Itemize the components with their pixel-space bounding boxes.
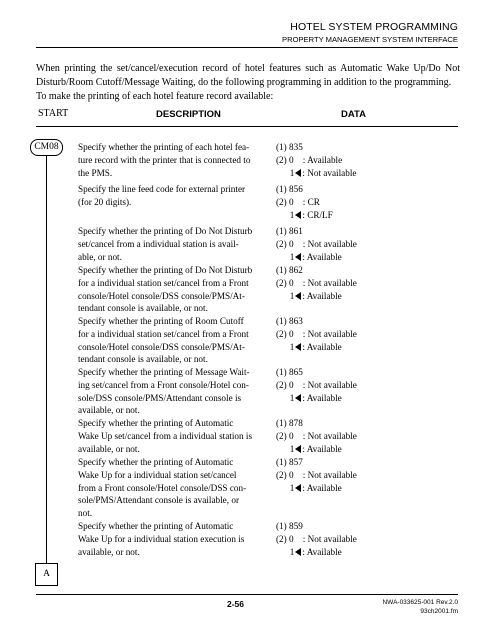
data-value: 1	[276, 392, 295, 403]
step-description	[78, 225, 268, 263]
data-value: (2) 0 : Not available	[276, 430, 357, 441]
description-line: for a individual station set/cancel from a Front	[78, 277, 249, 288]
data-option-label: : Available	[302, 251, 342, 262]
data-value: 1	[276, 546, 295, 557]
section-title: HOTEL SYSTEM PROGRAMMING	[290, 21, 458, 33]
intro-paragraph: When printing the set/cancel/execution record of hotel features such as Automatic Wake Up/Do Not Disturb/Room Cutoff/Message Waiting, do the following programming in addition to the programming.	[36, 63, 460, 89]
description-line: available, or not.	[78, 546, 140, 557]
data-value: (1) 863	[276, 316, 303, 326]
data-line	[276, 379, 456, 392]
data-line	[276, 154, 456, 167]
data-value: 1	[276, 209, 295, 220]
data-value: 1	[276, 251, 295, 262]
data-value: (2) 0 : Not available	[276, 533, 357, 544]
document-revision: NWA-033625-001 Rev.2.0	[382, 599, 458, 606]
data-line	[276, 392, 456, 405]
intro-text	[36, 62, 460, 105]
data-line	[276, 366, 456, 379]
description-line: not.	[78, 508, 93, 519]
initial-value-arrow-icon	[295, 445, 301, 453]
data-option-label: : Available	[302, 392, 342, 403]
data-line	[276, 277, 456, 290]
description-line: ing set/cancel from a Front console/Hotel con-	[78, 379, 249, 390]
column-header-divider	[36, 126, 458, 127]
data-line	[276, 328, 456, 341]
description-line: Wake Up for a individual station set/cancel	[78, 469, 237, 480]
page-number: 2-56	[227, 599, 245, 609]
initial-value-arrow-icon	[295, 548, 301, 556]
step-data	[276, 183, 456, 221]
description-line: Wake Up for a individual station execution is	[78, 533, 245, 544]
step-description	[78, 264, 268, 315]
description-line: tendant console is available, or not.	[78, 303, 208, 314]
data-value: (2) 0 : Not available	[276, 469, 357, 480]
data-line	[276, 443, 456, 456]
data-value: (1) 861	[276, 226, 303, 236]
data-value: (1) 857	[276, 457, 303, 467]
description-line: Specify whether the printing of Message Wait-	[78, 367, 250, 377]
data-value: (2) 0 : Not available	[276, 379, 357, 390]
step-description	[78, 183, 268, 209]
data-value: (1) 859	[276, 521, 303, 531]
description-line: console/Hotel console/DSS console/PMS/At-	[78, 341, 245, 352]
data-option-label: : Available	[302, 482, 342, 493]
header-divider	[36, 47, 458, 48]
step-data	[276, 456, 456, 494]
data-option-label: : Available	[302, 546, 342, 557]
description-line: available, or not.	[78, 405, 140, 416]
data-value: (1) 856	[276, 184, 303, 194]
data-line	[276, 341, 456, 354]
data-value: (1) 835	[276, 142, 303, 152]
data-option-label: : CR/LF	[302, 209, 333, 220]
description-line: Wake Up set/cancel from a individual station is	[78, 430, 253, 441]
step-description	[78, 141, 268, 179]
column-header-data: DATA	[341, 109, 366, 120]
description-line: sole/PMS/Attendant console is available, or	[78, 495, 240, 506]
intro-instruction: To make the printing of each hotel feature record available:	[36, 91, 274, 103]
step-description	[78, 456, 268, 520]
data-option-label: : Available	[302, 443, 342, 454]
data-line	[276, 430, 456, 443]
description-line: Specify whether the printing of each hotel fea-	[78, 142, 250, 152]
data-line	[276, 456, 456, 469]
flow-line	[46, 155, 47, 563]
step-data	[276, 417, 456, 455]
description-line: sole/DSS console/PMS/Attendant console is	[78, 392, 242, 403]
step-description	[78, 315, 268, 366]
initial-value-arrow-icon	[295, 253, 301, 261]
step-data	[276, 225, 456, 263]
data-option-label: : Not available	[302, 167, 357, 178]
step-description	[78, 417, 268, 455]
data-line	[276, 141, 456, 154]
data-value: 1	[276, 290, 295, 301]
initial-value-arrow-icon	[295, 484, 301, 492]
description-line: Specify the line feed code for external printer	[78, 184, 246, 194]
data-value: (2) 0 : Not available	[276, 277, 357, 288]
description-line: (for 20 digits).	[78, 196, 132, 207]
description-line: Specify whether the printing of Room Cutoff	[78, 316, 244, 326]
description-line: Specify whether the printing of Do Not Disturb	[78, 226, 253, 236]
description-line: Specify whether the printing of Automatic	[78, 418, 234, 428]
data-line	[276, 520, 456, 533]
description-line: for a individual station set/cancel from a Front	[78, 328, 249, 339]
column-header-start: START	[38, 108, 69, 119]
description-line: console/Hotel console/DSS console/PMS/At-	[78, 290, 245, 301]
step-description	[78, 366, 268, 417]
initial-value-arrow-icon	[295, 169, 301, 177]
data-line	[276, 238, 456, 251]
data-line	[276, 209, 456, 222]
data-line	[276, 417, 456, 430]
data-line	[276, 167, 456, 180]
data-line	[276, 533, 456, 546]
description-line: ture record with the printer that is connected to	[78, 154, 251, 165]
step-data	[276, 264, 456, 302]
step-description	[78, 520, 268, 558]
footer-divider	[36, 594, 458, 595]
data-value: (2) 0 : Not available	[276, 328, 357, 339]
data-line	[276, 315, 456, 328]
step-data	[276, 366, 456, 404]
data-value: 1	[276, 167, 295, 178]
description-line: Specify whether the printing of Automatic	[78, 521, 234, 531]
document-file: 93ch2001.fm	[420, 607, 458, 615]
data-line	[276, 183, 456, 196]
description-line: tendant console is available, or not.	[78, 354, 208, 365]
data-value: (1) 862	[276, 265, 303, 275]
column-header-description: DESCRIPTION	[156, 109, 221, 120]
data-line	[276, 225, 456, 238]
data-line	[276, 469, 456, 482]
description-line: able, or not.	[78, 251, 122, 262]
description-line: set/cancel from a individual station is avail-	[78, 238, 239, 249]
description-line: available, or not.	[78, 443, 140, 454]
data-value: (2) 0 : Not available	[276, 238, 357, 249]
data-value: 1	[276, 482, 295, 493]
initial-value-arrow-icon	[295, 292, 301, 300]
data-line	[276, 482, 456, 495]
initial-value-arrow-icon	[295, 211, 301, 219]
document-id	[382, 599, 458, 616]
data-line	[276, 251, 456, 264]
data-line	[276, 196, 456, 209]
data-value: (2) 0 : CR	[276, 196, 320, 207]
description-line: Specify whether the printing of Do Not Disturb	[78, 265, 253, 275]
data-value: (1) 865	[276, 367, 303, 377]
data-line	[276, 264, 456, 277]
section-subtitle: PROPERTY MANAGEMENT SYSTEM INTERFACE	[282, 35, 458, 44]
step-data	[276, 520, 456, 558]
data-value: (1) 878	[276, 418, 303, 428]
data-value: 1	[276, 341, 295, 352]
initial-value-arrow-icon	[295, 343, 301, 351]
data-option-label: : Available	[302, 341, 342, 352]
initial-value-arrow-icon	[295, 394, 301, 402]
data-value: (2) 0 : Available	[276, 154, 343, 165]
data-line	[276, 290, 456, 303]
description-line: Specify whether the printing of Automatic	[78, 457, 234, 467]
data-line	[276, 546, 456, 559]
step-data	[276, 141, 456, 179]
data-option-label: : Available	[302, 290, 342, 301]
data-value: 1	[276, 443, 295, 454]
description-line: from a Front console/Hotel console/DSS con-	[78, 482, 247, 493]
command-box: CM08	[30, 139, 63, 156]
description-line: the PMS.	[78, 167, 113, 178]
connector-box: A	[35, 563, 58, 586]
step-data	[276, 315, 456, 353]
